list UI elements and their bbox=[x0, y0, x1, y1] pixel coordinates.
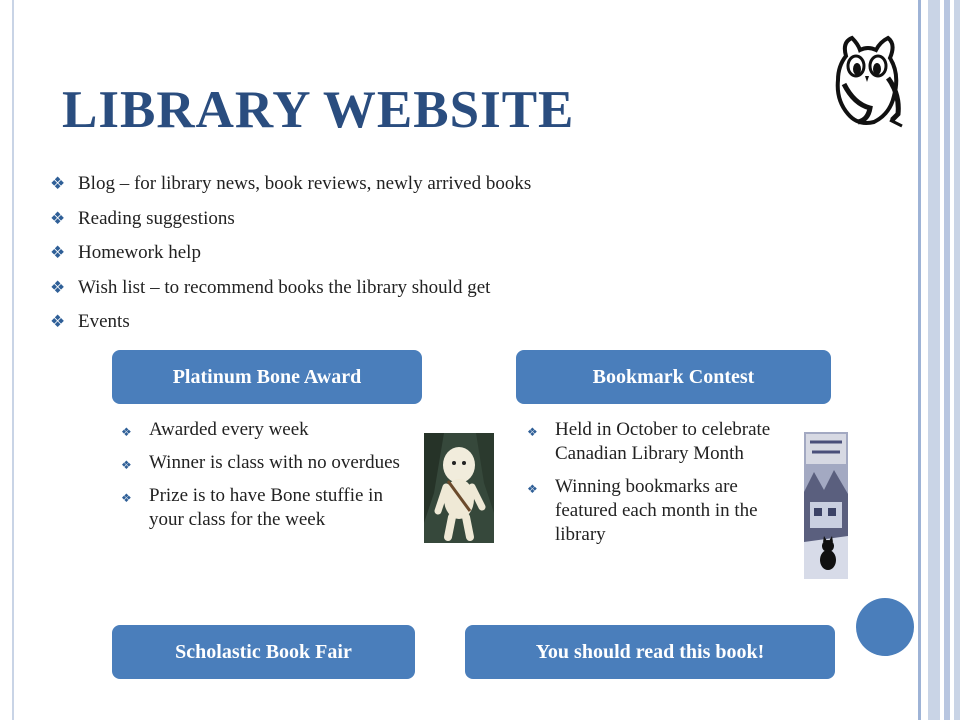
list-item-text: Awarded every week bbox=[149, 419, 309, 440]
list-item bbox=[50, 205, 531, 240]
list-item-text: Homework help bbox=[78, 242, 201, 263]
bookmark-contest-button[interactable]: Bookmark Contest bbox=[516, 350, 831, 404]
list-item bbox=[50, 170, 531, 205]
diamond-bullet-icon: ❖ bbox=[527, 482, 538, 496]
slide-title: LIBRARY WEBSITE bbox=[62, 81, 575, 139]
list-item bbox=[117, 484, 417, 532]
list-item-text: Blog – for library news, book reviews, newly arrived books bbox=[78, 173, 532, 194]
list-item-text: Reading suggestions bbox=[78, 207, 235, 229]
frame-left-border bbox=[12, 0, 14, 720]
list-item-text: Wish list – to recommend books the library should get bbox=[78, 276, 491, 298]
diamond-bullet-icon: ❖ bbox=[121, 491, 132, 505]
main-bullet-list bbox=[50, 170, 531, 343]
list-item-text: Events bbox=[78, 311, 130, 332]
bookmark-contest-details bbox=[523, 418, 798, 556]
bone-character-image bbox=[424, 433, 494, 543]
decorative-circle bbox=[856, 598, 914, 656]
list-item-text: Winner is class with no overdues bbox=[149, 452, 400, 473]
diamond-bullet-icon: ❖ bbox=[50, 277, 66, 297]
list-item bbox=[117, 451, 417, 475]
diamond-bullet-icon: ❖ bbox=[527, 425, 538, 439]
diamond-bullet-icon: ❖ bbox=[121, 458, 132, 472]
list-item bbox=[50, 308, 531, 343]
owl-icon bbox=[828, 34, 908, 130]
you-should-read-this-book-button[interactable]: You should read this book! bbox=[465, 625, 835, 679]
diamond-bullet-icon: ❖ bbox=[121, 425, 132, 439]
list-item bbox=[50, 274, 531, 309]
list-item bbox=[523, 418, 798, 466]
list-item-text: Prize is to have Bone stuffie in your class for the week bbox=[149, 485, 383, 530]
diamond-bullet-icon: ❖ bbox=[50, 174, 66, 193]
list-item bbox=[50, 239, 531, 274]
catboy-bookmark-image bbox=[804, 432, 848, 579]
platinum-bone-award-button[interactable]: Platinum Bone Award bbox=[112, 350, 422, 404]
platinum-award-details bbox=[117, 418, 417, 541]
list-item-text: Held in October to celebrate Canadian Library Month bbox=[555, 419, 771, 464]
diamond-bullet-icon: ❖ bbox=[50, 243, 66, 262]
list-item-text: Winning bookmarks are featured each month in the library bbox=[555, 476, 758, 545]
diamond-bullet-icon: ❖ bbox=[50, 208, 66, 228]
list-item bbox=[523, 475, 798, 547]
list-item bbox=[117, 418, 417, 442]
scholastic-book-fair-button[interactable]: Scholastic Book Fair bbox=[112, 625, 415, 679]
diamond-bullet-icon: ❖ bbox=[50, 312, 66, 331]
frame-right-border bbox=[918, 0, 960, 720]
